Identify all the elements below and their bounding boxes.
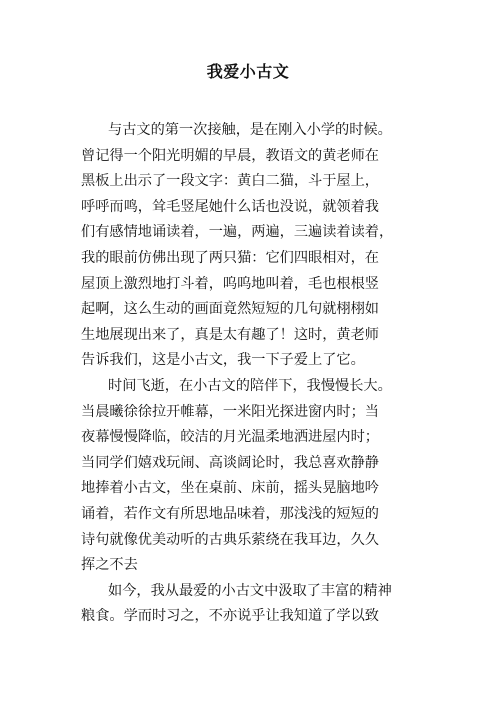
- text-line: 屋顶上激烈地打斗着，呜呜地叫着，毛也根根竖: [81, 275, 379, 292]
- paragraph-first-line: 如今，我从最爱的小古文中汲取了丰富的精神: [108, 582, 392, 599]
- text-line: 当晨曦徐徐拉开帷幕，一米阳光探进窗内时；当: [81, 403, 379, 420]
- document-title: 我爱小古文: [206, 62, 290, 81]
- text-line: 告诉我们，这是小古文，我一下子爱上了它。: [81, 352, 365, 369]
- text-line: 黑板上出示了一段文字：黄白二猫，斗于屋上，: [81, 173, 379, 190]
- text-line: 呼呼而鸣，耸毛竖尾她什么话也没说，就领着我: [81, 198, 379, 215]
- paragraph-first-line: 与古文的第一次接触，是在刚入小学的时候。: [108, 122, 392, 138]
- paragraph-first-line: 时间飞逝，在小古文的陪伴下，我慢慢长大。: [108, 377, 392, 394]
- text-line: 地捧着小古文，坐在桌前、床前，摇头晃脑地吟: [81, 480, 379, 497]
- text-line: 夜幕慢慢降临，皎洁的月光温柔地洒进屋内时；: [81, 429, 379, 446]
- text-line: 曾记得一个阳光明媚的早晨，教语文的黄老师在: [81, 147, 379, 164]
- text-line: 当同学们嬉戏玩闹、高谈阔论时，我总喜欢静静: [81, 454, 379, 471]
- text-line: 生地展现出来了，真是太有趣了！这时，黄老师: [81, 326, 379, 343]
- text-line: 挥之不去: [81, 557, 138, 574]
- text-line: 起啊，这么生动的画面竟然短短的几句就栩栩如: [81, 301, 379, 318]
- document-body: [81, 118, 481, 630]
- text-line: 诗句就像优美动听的古典乐萦绕在我耳边，久久: [81, 531, 379, 548]
- text-line: 粮食。学而时习之，不亦说乎让我知道了学以致: [81, 608, 379, 625]
- text-line: 诵着，若作文有所思地品味着，那浅浅的短短的: [81, 505, 379, 522]
- text-line: 们有感情地诵读着，一遍，两遍，三遍读着读着，: [81, 224, 394, 241]
- text-line: 我的眼前仿佛出现了两只猫：它们四眼相对，在: [81, 249, 379, 266]
